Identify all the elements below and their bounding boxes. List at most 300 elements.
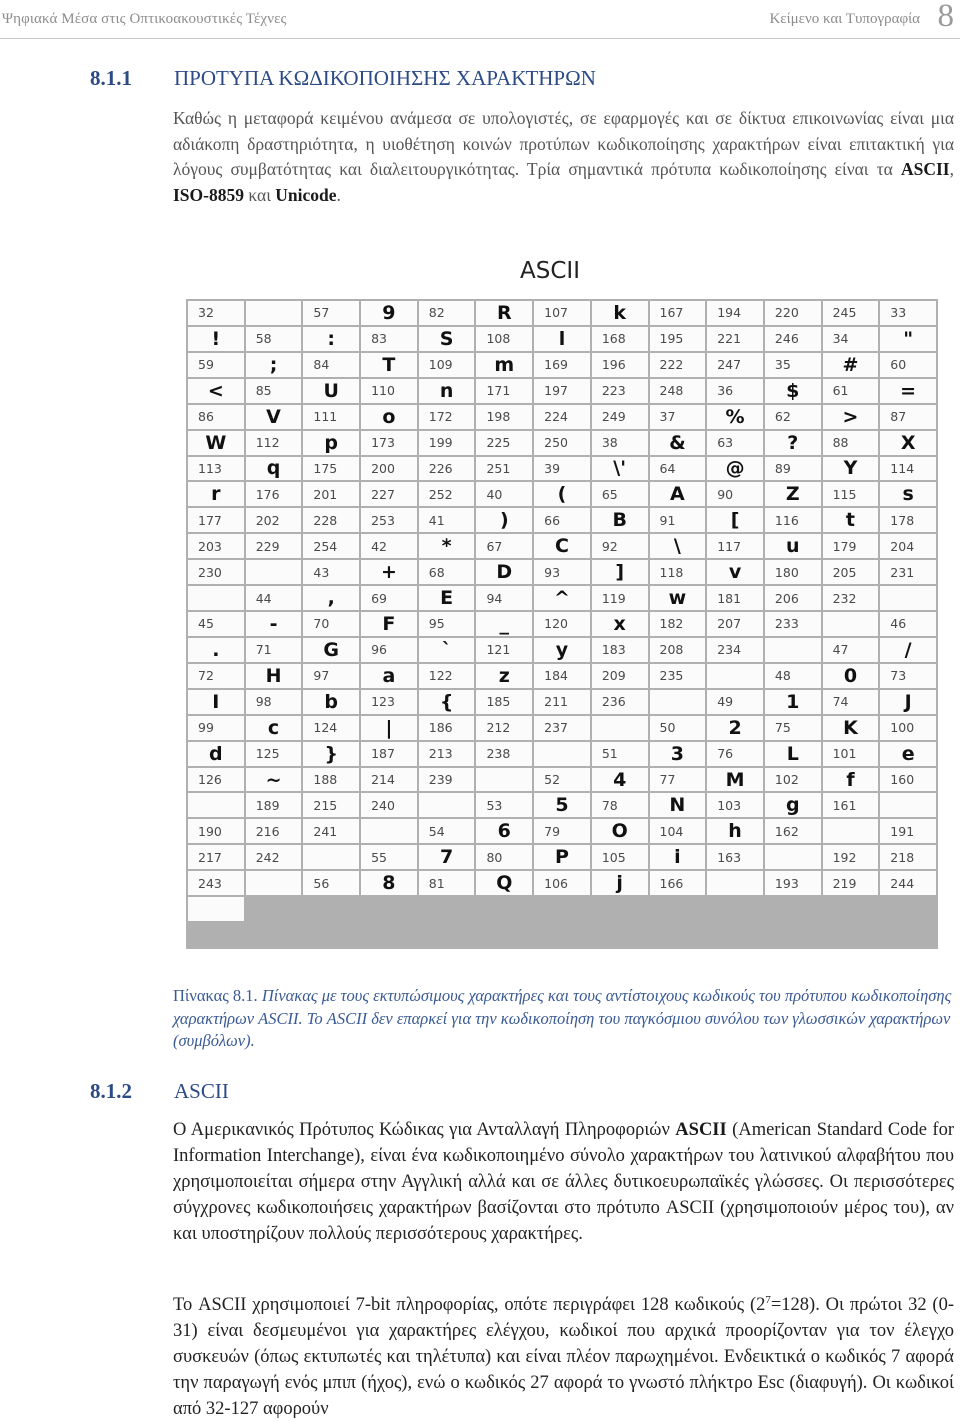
ascii-code-cell: 107 bbox=[534, 301, 590, 325]
ascii-char-cell: C bbox=[534, 534, 590, 558]
ascii-code-cell: 215 bbox=[303, 793, 359, 817]
ascii-char-cell: 3 bbox=[650, 742, 706, 766]
ascii-code-cell: 199 bbox=[419, 431, 475, 455]
ascii-code-cell: 232 bbox=[823, 586, 879, 610]
ascii-code-cell: 76 bbox=[707, 742, 763, 766]
ascii-code-cell bbox=[476, 768, 532, 792]
ascii-code-cell: 211 bbox=[534, 690, 590, 714]
ascii-char-cell: N bbox=[650, 793, 706, 817]
ascii-code-cell: 92 bbox=[592, 534, 648, 558]
ascii-code-cell: 46 bbox=[880, 612, 936, 636]
ascii-code-cell: 115 bbox=[823, 482, 879, 506]
ascii-code-cell: 79 bbox=[534, 819, 590, 843]
ascii-code-cell: 228 bbox=[303, 508, 359, 532]
ascii-char-cell: k bbox=[592, 301, 648, 325]
ascii-code-cell bbox=[361, 819, 417, 843]
ascii-code-cell: 163 bbox=[707, 845, 763, 869]
ascii-code-cell: 192 bbox=[823, 845, 879, 869]
ascii-code-cell: 204 bbox=[880, 534, 936, 558]
ascii-char-cell: 2 bbox=[707, 716, 763, 740]
ascii-char-cell: } bbox=[303, 742, 359, 766]
ascii-code-cell bbox=[188, 897, 244, 921]
ascii-char-cell: / bbox=[880, 638, 936, 662]
ascii-code-cell: 187 bbox=[361, 742, 417, 766]
ascii-char-cell: ^ bbox=[534, 586, 590, 610]
ascii-char-cell: T bbox=[361, 353, 417, 377]
ascii-code-cell: 63 bbox=[707, 431, 763, 455]
ascii-code-cell: 77 bbox=[650, 768, 706, 792]
ascii-char-cell: B bbox=[592, 508, 648, 532]
ascii-code-cell: 239 bbox=[419, 768, 475, 792]
ascii-code-cell: 52 bbox=[534, 768, 590, 792]
ascii-code-cell: 249 bbox=[592, 405, 648, 429]
ascii-code-cell: 209 bbox=[592, 664, 648, 688]
ascii-code-cell bbox=[592, 716, 648, 740]
ascii-code-cell: 201 bbox=[303, 482, 359, 506]
ascii-paragraph: Ο Αμερικανικός Πρότυπος Κώδικας για Ανταλλαγή Πληροφοριών ASCII (American Standard Code for Information Interchange), είναι ένα κωδικοποιημένο σύνολο χαρακτήρων του λατινικού αλφαβήτου που χρησιμοποιείται σήμερα στην Αγγλική αλλά και σε άλλες δυτικοευρωπαϊκές γλώσσες. Οι περισσότερες σύγχρονες κωδικοποιήσεις χαρακτήρων βασίζονται στο πρότυπο ASCII (χρησιμοποιούν μέρος του), αν και υποστηρίζουν πολλούς περισσότερους χαρακτήρες. bbox=[173, 1120, 954, 1244]
ascii-code-cell: 57 bbox=[303, 301, 359, 325]
ascii-code-cell: 47 bbox=[823, 638, 879, 662]
ascii-code-cell: 191 bbox=[880, 819, 936, 843]
ascii-code-cell: 93 bbox=[534, 560, 590, 584]
ascii-code-cell: 114 bbox=[880, 457, 936, 481]
header-divider bbox=[0, 38, 960, 39]
ascii-code-cell: 96 bbox=[361, 638, 417, 662]
ascii-char-cell: \ bbox=[650, 534, 706, 558]
ascii-code-cell: 227 bbox=[361, 482, 417, 506]
ascii-char-cell: v bbox=[707, 560, 763, 584]
ascii-code-cell: 207 bbox=[707, 612, 763, 636]
ascii-code-cell: 166 bbox=[650, 871, 706, 895]
ascii-char-cell: % bbox=[707, 405, 763, 429]
ascii-code-cell: 221 bbox=[707, 327, 763, 351]
ascii-code-cell: 74 bbox=[823, 690, 879, 714]
ascii-code-cell: 38 bbox=[592, 431, 648, 455]
ascii-char-cell: D bbox=[476, 560, 532, 584]
ascii-char-cell bbox=[765, 845, 821, 869]
ascii-char-cell: E bbox=[419, 586, 475, 610]
ascii-code-cell: 113 bbox=[188, 457, 244, 481]
ascii-table bbox=[186, 299, 938, 949]
ascii-code-cell bbox=[823, 612, 879, 636]
ascii-code-cell: 59 bbox=[188, 353, 244, 377]
ascii-char-cell: " bbox=[880, 327, 936, 351]
ascii-code-cell: 33 bbox=[880, 301, 936, 325]
ascii-char-cell: @ bbox=[707, 457, 763, 481]
ascii-code-cell: 195 bbox=[650, 327, 706, 351]
ascii-code-cell: 244 bbox=[880, 871, 936, 895]
ascii-char-cell: 7 bbox=[419, 845, 475, 869]
ascii-char-cell: t bbox=[823, 508, 879, 532]
ascii-code-cell: 197 bbox=[534, 379, 590, 403]
ascii-code-cell: 161 bbox=[823, 793, 879, 817]
ascii-code-cell: 89 bbox=[765, 457, 821, 481]
ascii-code-cell: 111 bbox=[303, 405, 359, 429]
ascii-char-cell: h bbox=[707, 819, 763, 843]
ascii-code-cell: 175 bbox=[303, 457, 359, 481]
ascii-code-cell bbox=[880, 586, 936, 610]
ascii-code-cell: 241 bbox=[303, 819, 359, 843]
bold-unicode: Unicode bbox=[275, 185, 337, 206]
ascii-code-cell: 223 bbox=[592, 379, 648, 403]
ascii-char-cell: - bbox=[246, 612, 302, 636]
ascii-code-cell: 214 bbox=[361, 768, 417, 792]
ascii-code-cell: 240 bbox=[361, 793, 417, 817]
ascii-char-cell: K bbox=[823, 716, 879, 740]
ascii-char-cell: G bbox=[303, 638, 359, 662]
ascii-code-cell: 216 bbox=[246, 819, 302, 843]
ascii-code-cell: 60 bbox=[880, 353, 936, 377]
ascii-code-cell: 182 bbox=[650, 612, 706, 636]
ascii-code-cell: 58 bbox=[246, 327, 302, 351]
ascii-char-cell: c bbox=[246, 716, 302, 740]
ascii-code-cell: 55 bbox=[361, 845, 417, 869]
ascii-char-cell: 0 bbox=[823, 664, 879, 688]
ascii-code-cell: 36 bbox=[707, 379, 763, 403]
ascii-code-cell: 120 bbox=[534, 612, 590, 636]
bits-paragraph: Το ASCII χρησιμοποιεί 7-bit πληροφορίας, οπότε περιγράφει 128 κωδικούς $(2^7=128)$. Οι πρώτοι 32 (0-31) είναι δεσμευμένοι για χαρακτήρες ελέγχου, κωδικοί που αρχικά προορίζονταν για τον έλεγχο συσκευών (όπως εκτυπωτές και τηλέτυπα) και είναι πλέον παρωχημένοι. Ενδεικτικά ο κωδικός 7 αφορά την παραγωγή ενός μπιπ (ήχος), ενώ ο κωδικός 27 αφορά το γνωστό πλήκτρο Esc (διαφυγή). Οι κωδικοί από 32-127 αφορούν bbox=[173, 1294, 954, 1420]
ascii-code-cell: 123 bbox=[361, 690, 417, 714]
ascii-code-cell: 32 bbox=[188, 301, 244, 325]
ascii-code-cell: 42 bbox=[361, 534, 417, 558]
ascii-code-cell: 122 bbox=[419, 664, 475, 688]
ascii-code-cell: 220 bbox=[765, 301, 821, 325]
ascii-code-cell: 173 bbox=[361, 431, 417, 455]
ascii-code-cell: 49 bbox=[707, 690, 763, 714]
ascii-code-cell: 84 bbox=[303, 353, 359, 377]
ascii-char-cell: w bbox=[650, 586, 706, 610]
ascii-code-cell: 101 bbox=[823, 742, 879, 766]
ascii-code-cell: 190 bbox=[188, 819, 244, 843]
ascii-code-cell: 81 bbox=[419, 871, 475, 895]
ascii-code-cell: 160 bbox=[880, 768, 936, 792]
ascii-code-cell bbox=[246, 871, 302, 895]
ascii-char-cell: r bbox=[188, 482, 244, 506]
ascii-code-cell: 203 bbox=[188, 534, 244, 558]
ascii-code-cell: 229 bbox=[246, 534, 302, 558]
ascii-code-cell: 108 bbox=[476, 327, 532, 351]
ascii-code-cell: 51 bbox=[592, 742, 648, 766]
ascii-code-cell: 180 bbox=[765, 560, 821, 584]
ascii-code-cell: 95 bbox=[419, 612, 475, 636]
ascii-char-cell: L bbox=[765, 742, 821, 766]
ascii-char-cell: W bbox=[188, 431, 244, 455]
ascii-char-cell: u bbox=[765, 534, 821, 558]
ascii-code-cell: 75 bbox=[765, 716, 821, 740]
ascii-char-cell: a bbox=[361, 664, 417, 688]
ascii-code-cell: 184 bbox=[534, 664, 590, 688]
ascii-char-cell: & bbox=[650, 431, 706, 455]
table-title: ASCII bbox=[520, 258, 580, 284]
ascii-code-cell: 251 bbox=[476, 457, 532, 481]
ascii-char-cell: + bbox=[361, 560, 417, 584]
ascii-code-cell: 222 bbox=[650, 353, 706, 377]
ascii-code-cell: 213 bbox=[419, 742, 475, 766]
ascii-char-cell: [ bbox=[707, 508, 763, 532]
ascii-code-cell: 72 bbox=[188, 664, 244, 688]
ascii-code-cell: 97 bbox=[303, 664, 359, 688]
ascii-char-cell: b bbox=[303, 690, 359, 714]
ascii-code-cell: 168 bbox=[592, 327, 648, 351]
ascii-code-cell: 198 bbox=[476, 405, 532, 429]
ascii-char-cell: P bbox=[534, 845, 590, 869]
ascii-code-cell: 35 bbox=[765, 353, 821, 377]
ascii-char-cell: p bbox=[303, 431, 359, 455]
ascii-code-cell: 91 bbox=[650, 508, 706, 532]
ascii-char-cell: ; bbox=[246, 353, 302, 377]
intro-paragraph: Καθώς η μεταφορά κειμένου ανάμεσα σε υπολογιστές, σε εφαρμογές και σε δίκτυα επικοινωνίας είναι μια αδιάκοπη δραστηριότητα, η υιοθέτηση κοινών προτύπων κωδικοποίησης χαρακτήρων είναι επιτακτική για λόγους συμβατότητας και διαλειτουργικότητας. Τρία σημαντικά πρότυπα κωδικοποίησης είναι τα ASCII, ISO-8859 και Unicode. bbox=[173, 108, 954, 206]
ascii-code-cell: 40 bbox=[476, 482, 532, 506]
ascii-code-cell bbox=[707, 664, 763, 688]
ascii-code-cell: 196 bbox=[592, 353, 648, 377]
ascii-char-cell: $ bbox=[765, 379, 821, 403]
ascii-char-cell: 9 bbox=[361, 301, 417, 325]
ascii-code-cell: 188 bbox=[303, 768, 359, 792]
ascii-code-cell: 167 bbox=[650, 301, 706, 325]
ascii-char-cell: y bbox=[534, 638, 590, 662]
ascii-code-cell: 243 bbox=[188, 871, 244, 895]
ascii-code-cell: 252 bbox=[419, 482, 475, 506]
ascii-char-cell: \' bbox=[592, 457, 648, 481]
ascii-char-cell: g bbox=[765, 793, 821, 817]
ascii-code-cell: 83 bbox=[361, 327, 417, 351]
ascii-code-cell: 126 bbox=[188, 768, 244, 792]
ascii-char-cell: : bbox=[303, 327, 359, 351]
caption-label: Πίνακας 8.1. bbox=[173, 986, 258, 1005]
ascii-code-cell: 208 bbox=[650, 638, 706, 662]
ascii-char-cell: S bbox=[419, 327, 475, 351]
section-title: ASCII bbox=[174, 1079, 229, 1103]
ascii-code-cell: 41 bbox=[419, 508, 475, 532]
ascii-code-cell: 102 bbox=[765, 768, 821, 792]
ascii-code-cell: 202 bbox=[246, 508, 302, 532]
ascii-char-cell: I bbox=[188, 690, 244, 714]
ascii-char-cell bbox=[246, 301, 302, 325]
ascii-code-cell: 179 bbox=[823, 534, 879, 558]
ascii-code-cell: 162 bbox=[765, 819, 821, 843]
ascii-char-cell: ? bbox=[765, 431, 821, 455]
ascii-code-cell: 248 bbox=[650, 379, 706, 403]
ascii-char-cell: Y bbox=[823, 457, 879, 481]
ascii-char-cell: ~ bbox=[246, 768, 302, 792]
ascii-code-cell: 217 bbox=[188, 845, 244, 869]
ascii-code-cell: 103 bbox=[707, 793, 763, 817]
ascii-code-cell: 105 bbox=[592, 845, 648, 869]
ascii-char-cell: A bbox=[650, 482, 706, 506]
ascii-code-cell: 238 bbox=[476, 742, 532, 766]
ascii-code-cell: 200 bbox=[361, 457, 417, 481]
ascii-char-cell: 5 bbox=[534, 793, 590, 817]
ascii-char-cell: O bbox=[592, 819, 648, 843]
ascii-code-cell: 253 bbox=[361, 508, 417, 532]
ascii-char-cell bbox=[707, 871, 763, 895]
section-title: ΠΡΟΤΥΠΑ ΚΩΔΙΚΟΠΟΙΗΣΗΣ ΧΑΡΑΚΤΗΡΩΝ bbox=[174, 66, 596, 90]
ascii-char-cell: 1 bbox=[765, 690, 821, 714]
ascii-code-cell: 53 bbox=[476, 793, 532, 817]
ascii-char-cell: d bbox=[188, 742, 244, 766]
ascii-char-cell: q bbox=[246, 457, 302, 481]
ascii-code-cell: 48 bbox=[765, 664, 821, 688]
ascii-code-cell: 119 bbox=[592, 586, 648, 610]
ascii-char-cell bbox=[823, 819, 879, 843]
ascii-code-cell: 183 bbox=[592, 638, 648, 662]
ascii-char-cell: > bbox=[823, 405, 879, 429]
ascii-char-cell: _ bbox=[476, 612, 532, 636]
ascii-char-cell: | bbox=[361, 716, 417, 740]
ascii-code-cell bbox=[419, 793, 475, 817]
ascii-code-cell: 247 bbox=[707, 353, 763, 377]
ascii-char-cell: ` bbox=[419, 638, 475, 662]
ascii-code-cell: 194 bbox=[707, 301, 763, 325]
page-header bbox=[0, 0, 960, 40]
ascii-code-cell: 80 bbox=[476, 845, 532, 869]
ascii-char-cell: J bbox=[880, 690, 936, 714]
ascii-code-cell: 176 bbox=[246, 482, 302, 506]
ascii-code-cell: 117 bbox=[707, 534, 763, 558]
ascii-char-cell: i bbox=[650, 845, 706, 869]
ascii-code-cell: 236 bbox=[592, 690, 648, 714]
ascii-code-cell: 37 bbox=[650, 405, 706, 429]
ascii-code-cell: 44 bbox=[246, 586, 302, 610]
ascii-code-cell: 73 bbox=[880, 664, 936, 688]
ascii-code-cell: 254 bbox=[303, 534, 359, 558]
ascii-char-cell: ( bbox=[534, 482, 590, 506]
ascii-char-cell: ! bbox=[188, 327, 244, 351]
ascii-code-cell: 100 bbox=[880, 716, 936, 740]
ascii-char-cell: j bbox=[592, 871, 648, 895]
ascii-code-cell: 104 bbox=[650, 819, 706, 843]
ascii-code-cell: 78 bbox=[592, 793, 648, 817]
ascii-code-cell: 98 bbox=[246, 690, 302, 714]
ascii-char-cell: V bbox=[246, 405, 302, 429]
ascii-code-cell: 233 bbox=[765, 612, 821, 636]
ascii-char-cell bbox=[188, 793, 244, 817]
ascii-char-cell: M bbox=[707, 768, 763, 792]
ascii-code-cell: 71 bbox=[246, 638, 302, 662]
ascii-code-cell: 67 bbox=[476, 534, 532, 558]
ascii-code-cell: 94 bbox=[476, 586, 532, 610]
ascii-code-cell: 43 bbox=[303, 560, 359, 584]
ascii-code-cell: 86 bbox=[188, 405, 244, 429]
ascii-char-cell: H bbox=[246, 664, 302, 688]
ascii-code-cell: 218 bbox=[880, 845, 936, 869]
ascii-code-cell: 125 bbox=[246, 742, 302, 766]
ascii-code-cell: 61 bbox=[823, 379, 879, 403]
ascii-code-cell: 231 bbox=[880, 560, 936, 584]
ascii-code-cell: 66 bbox=[534, 508, 590, 532]
ascii-char-cell: z bbox=[476, 664, 532, 688]
ascii-char-cell: < bbox=[188, 379, 244, 403]
ascii-code-cell bbox=[534, 742, 590, 766]
bold-iso: ISO-8859 bbox=[173, 185, 244, 206]
ascii-code-cell: 106 bbox=[534, 871, 590, 895]
ascii-char-cell: 4 bbox=[592, 768, 648, 792]
ascii-char-cell: * bbox=[419, 534, 475, 558]
ascii-code-cell: 219 bbox=[823, 871, 879, 895]
ascii-char-cell: = bbox=[880, 379, 936, 403]
ascii-code-cell: 85 bbox=[246, 379, 302, 403]
ascii-code-cell bbox=[246, 560, 302, 584]
ascii-code-cell: 226 bbox=[419, 457, 475, 481]
ascii-code-cell: 110 bbox=[361, 379, 417, 403]
ascii-code-cell: 109 bbox=[419, 353, 475, 377]
ascii-code-cell bbox=[650, 690, 706, 714]
ascii-code-cell: 237 bbox=[534, 716, 590, 740]
ascii-char-cell: 8 bbox=[361, 871, 417, 895]
ascii-code-cell: 87 bbox=[880, 405, 936, 429]
header-chapter-title: Κείμενο και Τυπογραφία bbox=[769, 11, 920, 27]
ascii-code-cell: 39 bbox=[534, 457, 590, 481]
ascii-code-cell: 169 bbox=[534, 353, 590, 377]
section-number: 8.1.2 bbox=[90, 1079, 132, 1103]
ascii-code-cell: 171 bbox=[476, 379, 532, 403]
ascii-code-cell: 172 bbox=[419, 405, 475, 429]
ascii-code-cell: 121 bbox=[476, 638, 532, 662]
ascii-char-cell: Z bbox=[765, 482, 821, 506]
ascii-code-cell: 245 bbox=[823, 301, 879, 325]
ascii-char-cell: , bbox=[303, 586, 359, 610]
ascii-char-cell: o bbox=[361, 405, 417, 429]
ascii-code-cell: 206 bbox=[765, 586, 821, 610]
ascii-code-cell: 64 bbox=[650, 457, 706, 481]
ascii-code-cell: 45 bbox=[188, 612, 244, 636]
ascii-code-cell: 186 bbox=[419, 716, 475, 740]
ascii-char-cell: m bbox=[476, 353, 532, 377]
ascii-code-cell: 250 bbox=[534, 431, 590, 455]
ascii-code-cell: 50 bbox=[650, 716, 706, 740]
page-number: 8 bbox=[937, 0, 954, 34]
ascii-code-cell: 69 bbox=[361, 586, 417, 610]
ascii-char-cell: l bbox=[534, 327, 590, 351]
section-number: 8.1.1 bbox=[90, 66, 132, 90]
ascii-char-cell: # bbox=[823, 353, 879, 377]
ascii-code-cell: 242 bbox=[246, 845, 302, 869]
ascii-code-cell bbox=[188, 586, 244, 610]
ascii-char-cell: Q bbox=[476, 871, 532, 895]
ascii-char-cell: f bbox=[823, 768, 879, 792]
ascii-code-cell: 205 bbox=[823, 560, 879, 584]
ascii-code-cell: 112 bbox=[246, 431, 302, 455]
ascii-code-cell bbox=[765, 638, 821, 662]
ascii-code-cell: 88 bbox=[823, 431, 879, 455]
ascii-code-cell: 116 bbox=[765, 508, 821, 532]
ascii-code-cell: 82 bbox=[419, 301, 475, 325]
ascii-char-cell: x bbox=[592, 612, 648, 636]
ascii-code-cell: 177 bbox=[188, 508, 244, 532]
ascii-char-cell: 6 bbox=[476, 819, 532, 843]
ascii-code-cell: 185 bbox=[476, 690, 532, 714]
header-book-title: Ψηφιακά Μέσα στις Οπτικοακουστικές Τέχνες bbox=[2, 11, 287, 27]
ascii-char-cell: ) bbox=[476, 508, 532, 532]
ascii-code-cell: 118 bbox=[650, 560, 706, 584]
ascii-code-cell: 56 bbox=[303, 871, 359, 895]
superscript: 7 bbox=[765, 1294, 771, 1306]
table-caption bbox=[173, 985, 954, 1053]
ascii-code-cell: 189 bbox=[246, 793, 302, 817]
ascii-code-cell: 178 bbox=[880, 508, 936, 532]
ascii-char-cell: U bbox=[303, 379, 359, 403]
ascii-char-cell: e bbox=[880, 742, 936, 766]
ascii-code-cell: 225 bbox=[476, 431, 532, 455]
ascii-code-cell: 70 bbox=[303, 612, 359, 636]
ascii-code-cell: 54 bbox=[419, 819, 475, 843]
ascii-code-cell: 99 bbox=[188, 716, 244, 740]
ascii-code-cell bbox=[303, 845, 359, 869]
ascii-code-cell: 181 bbox=[707, 586, 763, 610]
bold-ascii: ASCII bbox=[900, 159, 950, 180]
ascii-code-cell: 235 bbox=[650, 664, 706, 688]
caption-text: Πίνακας με τους εκτυπώσιμους χαρακτήρες και τους αντίστοιχους κωδικούς του πρότυπου κωδικοποίησης χαρακτήρων ASCII. Το ASCII δεν επαρκεί για την κωδικοποίηση του παγκόσμιου συνόλου των γλωσσικών χαρακτήρων (συμβόλων). bbox=[173, 986, 952, 1050]
